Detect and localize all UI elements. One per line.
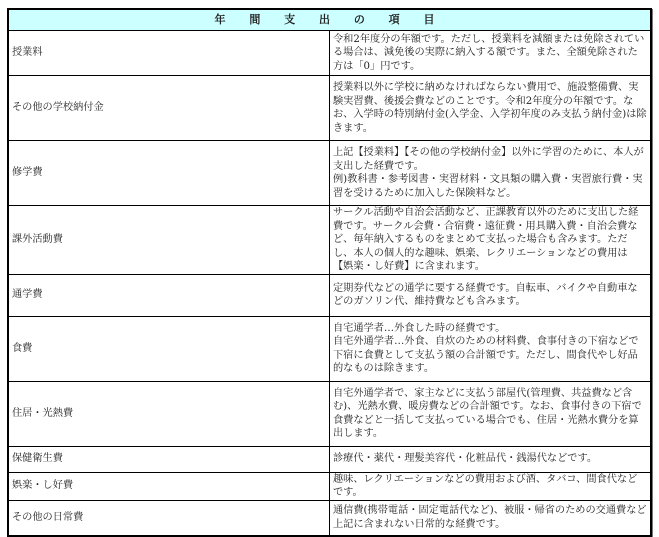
description-line: 趣味、レクリエーションなどの費用および酒、タバコ、間食代などです。 <box>333 473 638 498</box>
table-row <box>8 472 651 500</box>
table-row <box>8 274 651 316</box>
description-line: 令和2年度分の年額です。ただし、授業料を減額または免除されている場合は、減免後の実際に納入する額です。また、全額免除された方は「0」円です。 <box>333 33 645 72</box>
table-row <box>8 76 651 141</box>
description-line: 定期券代などの通学に要する経費です。自転車、バイクや自動車などのガソリン代、維持費なども含みます。 <box>333 282 638 307</box>
table-row <box>8 31 651 76</box>
item-label: その他の学校納付金 <box>8 76 330 141</box>
description-line: 授業料以外に学校に納めなければならない費用で、施設整備費、実験実習費、後援会費などのことです。令和2年度分の年額です。なお、入学時の特別納付金(入学金、入学初年度のみ支払う納付金)は除きます。 <box>333 82 647 134</box>
description-line: サークル活動や自治会活動など、正課教育以外のために支出した経費です。サークル会費・合宿費・遠征費・用具購入費・自治会費など、毎年納入するものをまとめて支払った場合も含みます。ただし、本人の個人的な趣味、娯楽、レクリエーションなどの費用は【娯楽・し好費】に含まれます。 <box>333 207 639 272</box>
item-label: 食費 <box>8 316 330 381</box>
table-row <box>8 141 651 206</box>
item-description <box>330 76 652 141</box>
description-line: 自宅外通学者で、家主などに支払う部屋代(管理費、共益費など含む)、光熱水費、暖房費などの合計額です。なお、食事付きの下宿で食費などと一括して支払っている場合でも、住居・光熱水費分を算出します。 <box>333 387 642 439</box>
table-row <box>8 381 651 446</box>
item-description <box>330 472 652 500</box>
table-header-row <box>8 9 651 31</box>
description-line: 例)教科書・参考図書・実習材料・文具類の購入費・実習旅行費・実習を受けるために加入した保険料など。 <box>333 174 643 199</box>
table-row <box>8 206 651 275</box>
item-label: 娯楽・し好費 <box>8 472 330 500</box>
item-label: 住居・光熱費 <box>8 381 330 446</box>
description-line: 自宅外通学者…外食、自炊のための材料費、食事付きの下宿などで下宿に食費として支払う額の合計額です。ただし、間食代やし好品的なものは除きます。 <box>333 336 639 374</box>
table-row <box>8 500 651 536</box>
description-line: 上記【授業料】【その他の学校納付金】以外に学習のために、本人が支出した経費です。 <box>333 147 644 172</box>
table-title: 年 間 支 出 の 項 目 <box>8 9 651 31</box>
description-line: 自宅通学者…外食した時の経費です。 <box>333 322 506 334</box>
description-line: 診療代・薬代・理髪美容代・化粧品代・銭湯代などです。 <box>333 453 598 465</box>
item-label: 通学費 <box>8 274 330 316</box>
item-description <box>330 500 652 536</box>
item-description <box>330 274 652 316</box>
item-label: 修学費 <box>8 141 330 206</box>
item-description <box>330 446 652 472</box>
annual-expenditure-table <box>7 8 652 537</box>
item-description <box>330 206 652 275</box>
table-row <box>8 446 651 472</box>
item-description <box>330 381 652 446</box>
item-label: 授業料 <box>8 31 330 76</box>
item-description <box>330 141 652 206</box>
item-label: 保健衛生費 <box>8 446 330 472</box>
table-row <box>8 316 651 381</box>
item-description <box>330 316 652 381</box>
item-description <box>330 31 652 76</box>
description-line: 通信費(携帯電話・固定電話代など)、被服・帰省のための交通費など上記に含まれない日常的な経費です。 <box>333 505 647 530</box>
item-label: その他の日常費 <box>8 500 330 536</box>
item-label: 課外活動費 <box>8 206 330 275</box>
